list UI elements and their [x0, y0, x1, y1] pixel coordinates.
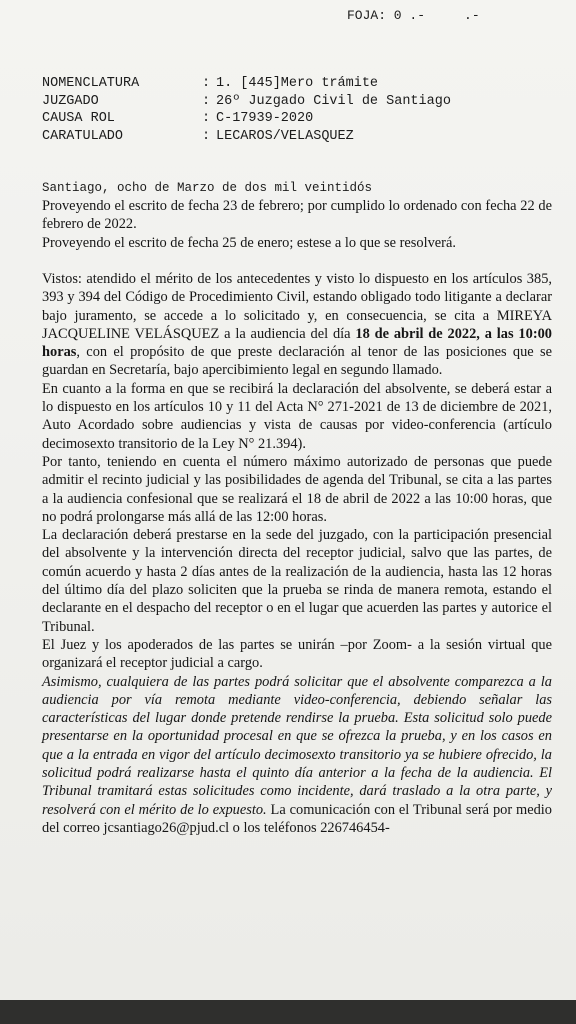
header-row-causa-rol: [42, 110, 451, 128]
header-row-nomenclatura: [42, 75, 451, 93]
header-row-caratulado: [42, 128, 451, 146]
header-key: CAUSA ROL: [42, 111, 115, 126]
header-sep: :: [202, 128, 211, 144]
declaracion-paragraph: La declaración deberá prestarse en la sede del juzgado, con la participación presencial del absolvente y la intervención directa del receptor judicial, salvo que las partes, de común acuerdo y hasta 2 días antes de la realización de la audiencia, hasta las 12 horas del último día del plazo soliciten que la prueba se rinda de manera remota, estando el declarante en el despacho del receptor o en el lugar que acuerden las partes y autorice el Tribunal.: [42, 527, 552, 635]
header-value: 1. [445]Mero trámite: [216, 76, 379, 91]
header-value: C-17939-2020: [216, 111, 314, 126]
header-sep: :: [202, 93, 211, 109]
date-line: Santiago, ocho de Marzo de dos mil veintidós: [42, 181, 373, 195]
header-value: 26º Juzgado Civil de Santiago: [216, 93, 451, 109]
header-key: NOMENCLATURA: [42, 76, 140, 91]
case-header: [42, 75, 451, 145]
header-value: LECAROS/VELASQUEZ: [216, 128, 354, 144]
proveyendo-block: [42, 197, 552, 252]
contact-text: La comunicación con el Tribunal será por medio del correo jcsantiago26@pjud.cl o los teléfonos 226746454-: [42, 801, 552, 836]
hearing-date: 18 de abril de 2022, a las 10:00 horas: [42, 325, 552, 361]
resolution-body: [42, 270, 552, 837]
por-tanto-paragraph: Por tanto, teniendo en cuenta el número máximo autorizado de personas que puede admitir el recinto judicial y las posibilidades de agenda del Tribunal, se cita a las partes a la audiencia confesional que se realizará el 18 de abril de 2022 a las 10:00 horas, que no podrá prolongarse más allá de las 12:00 horas.: [42, 453, 552, 525]
vistos-text: Vistos: atendido el mérito de los antecedentes y visto lo dispuesto en los artículos 385, 393 y 394 del Código de Procedimiento Civil, estando obligado todo litigante a declarar bajo juramento, se accede a lo solicitado y, en consecuencia, se cita a MIREYA JACQUELINE VELÁSQUEZ a la audiencia del día: [42, 271, 552, 342]
header-key: CARATULADO: [42, 128, 124, 144]
proveyendo-paragraph: Proveyendo el escrito de fecha 23 de febrero; por cumplido lo ordenado con fecha 22 de febrero de 2022.: [42, 198, 552, 233]
proveyendo-paragraph: Proveyendo el escrito de fecha 25 de enero; estese a lo que se resolverá.: [42, 234, 456, 251]
header-key: JUZGADO: [42, 93, 99, 109]
background-edge: [0, 1000, 576, 1024]
vistos-text-end: , con el propósito de que preste declaración al tenor de las posiciones que se guardan en Secretaría, bajo apercibimiento legal en segundo llamado.: [42, 344, 552, 379]
vistos-paragraph: [42, 270, 552, 380]
asimismo-paragraph: [42, 673, 552, 838]
forma-paragraph: En cuanto a la forma en que se recibirá la declaración del absolvente, se deberá estar a lo dispuesto en los artículos 10 y 11 del Acta N° 271-2021 de 13 de diciembre de 2021, Auto Acordado sobre audiencias y vista de causas por video-conferencia (artículo decimosexto transitorio de la Ley N° 21.394).: [42, 380, 552, 452]
asimismo-italic-text: Asimismo, cualquiera de las partes podrá solicitar que el absolvente comparezca a la audiencia por vía remota mediante video-conferencia, debiendo señalar las características del lugar donde pretende rendirse la prueba. Esta solicitud solo puede presentarse en la oportunidad procesal en que se ofrezca la prueba, y en los casos en que a la entrada en vigor del artículo decimosexto transitorio ya se hubiere ofrecido, la solicitud podrá realizarse hasta el quinto día anterior a la fecha de la audiencia. El Tribunal tramitará estas solicitudes como incidente, dará traslado a la otra parte, y resolverá con el mérito de lo expuesto.: [42, 673, 552, 818]
header-sep: :: [202, 111, 211, 126]
header-row-juzgado: [42, 93, 451, 111]
header-sep: :: [202, 76, 211, 91]
foja-number: FOJA: 0 .- .-: [347, 8, 480, 23]
zoom-paragraph: El Juez y los apoderados de las partes se unirán –por Zoom- a la sesión virtual que organizará el receptor judicial a cargo.: [42, 636, 552, 672]
